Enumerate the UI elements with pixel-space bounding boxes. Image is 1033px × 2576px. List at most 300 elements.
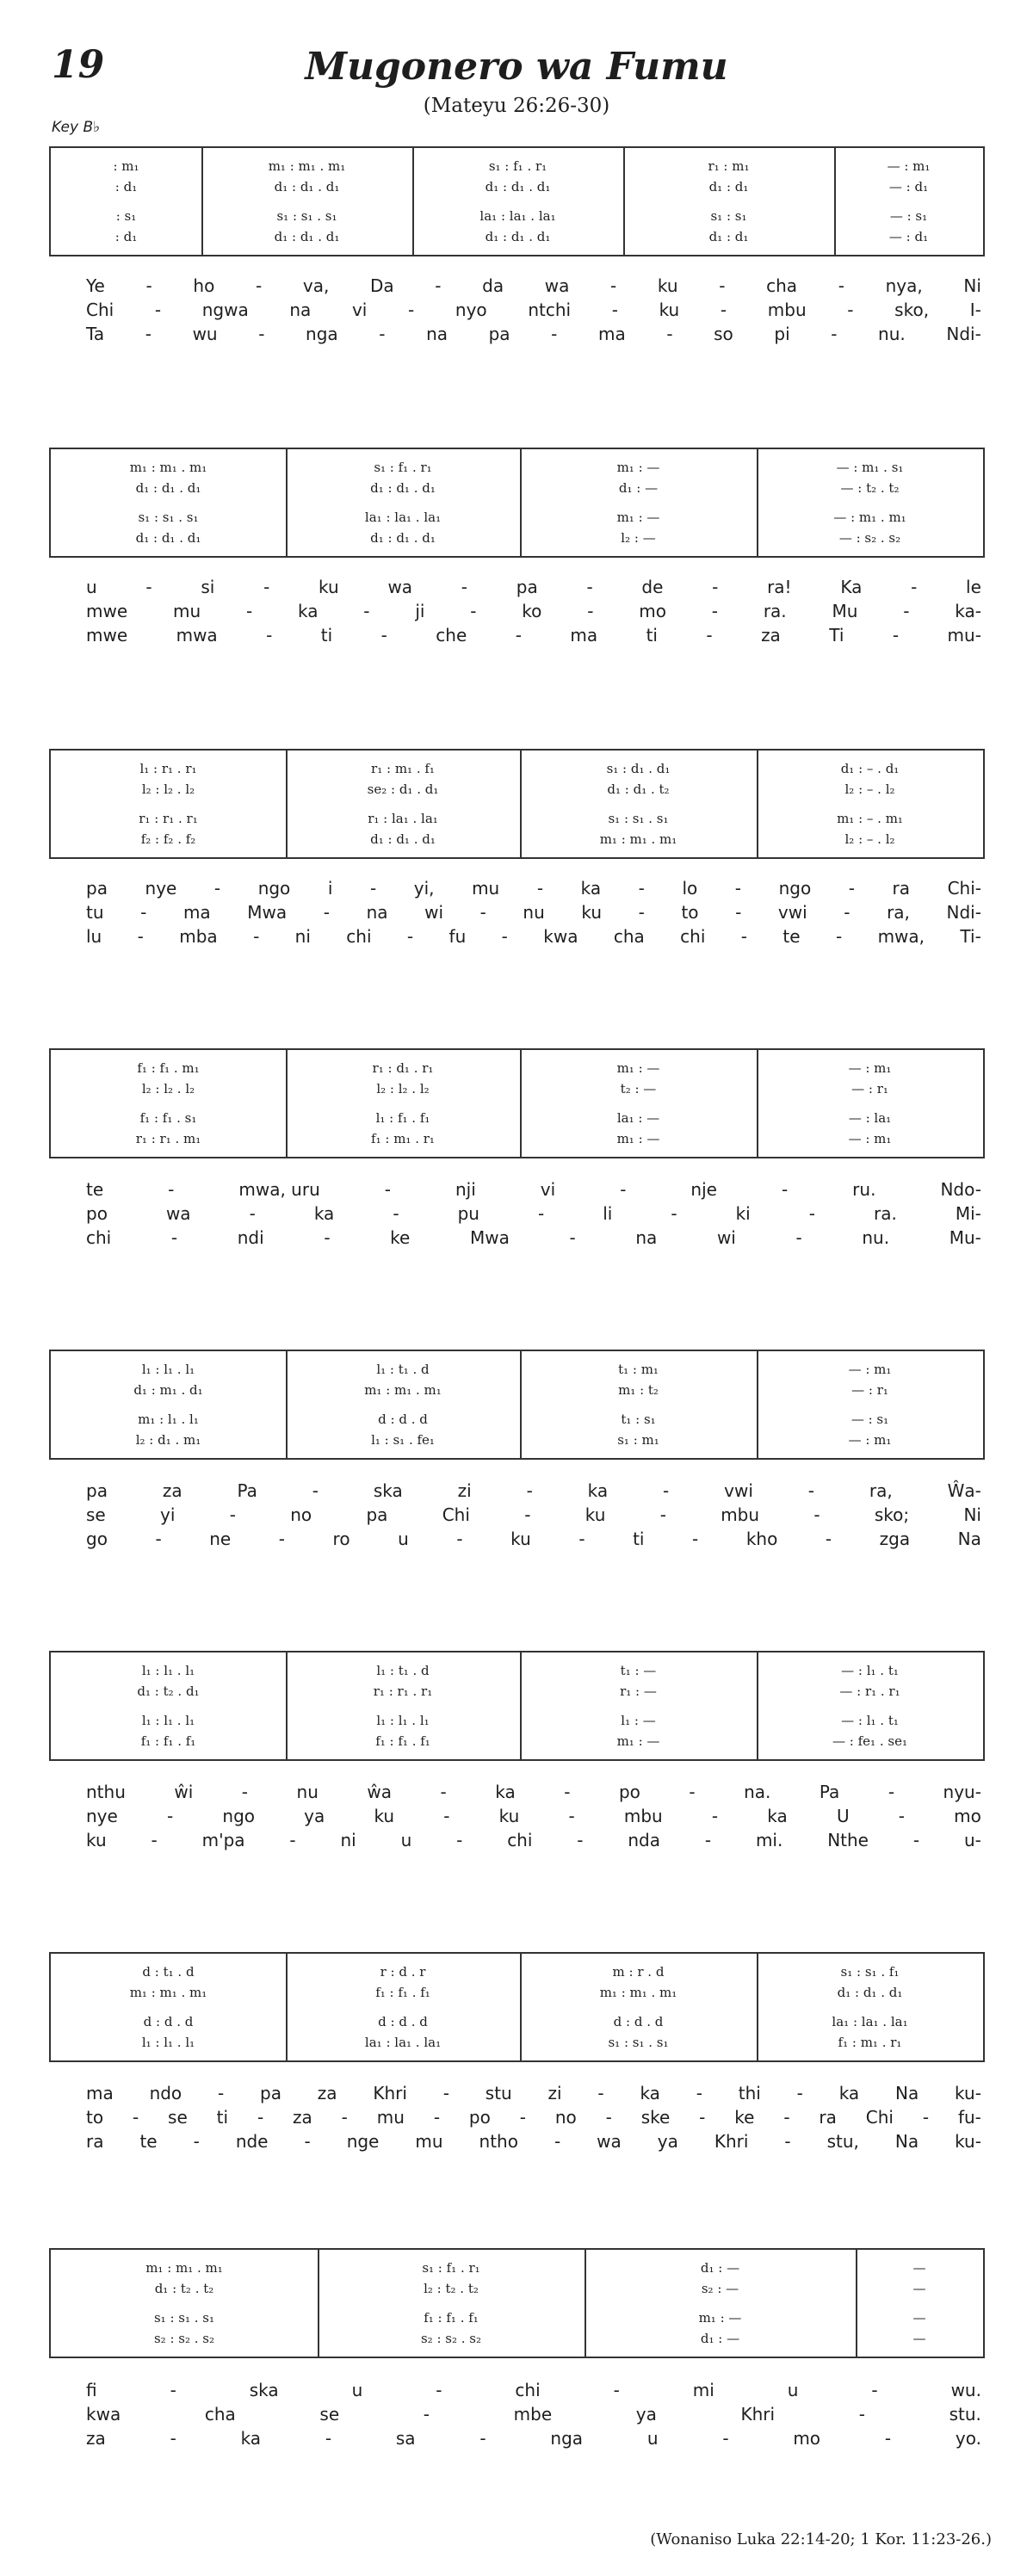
lyric-syllable: -	[266, 625, 273, 646]
lyric-syllable: -	[213, 878, 221, 899]
lyric-line	[86, 324, 981, 344]
lyric-syllable: ne	[209, 1529, 232, 1549]
lyric-syllable: -	[253, 926, 260, 947]
staff-system	[49, 1651, 985, 1761]
lyric-syllable: se	[168, 2107, 188, 2128]
solfa-note: : d₁	[114, 179, 138, 195]
lyric-syllable: ti	[646, 625, 658, 646]
solfa-note: m₁ : m₁ . m₁	[599, 1985, 677, 2000]
lyric-syllable: fi	[86, 2380, 97, 2400]
lyric-syllable: -	[888, 1782, 895, 1802]
lyric-syllable: ka	[640, 2083, 660, 2103]
lyric-syllable: go	[86, 1529, 108, 1549]
lyric-syllable: ti	[320, 625, 333, 646]
lyric-syllable: stu	[485, 2083, 512, 2103]
solfa-note: r₁ : m₁ . f₁	[371, 761, 435, 776]
lyric-syllable: pa	[488, 324, 510, 344]
solfa-note: s₁ : s₁	[710, 208, 747, 224]
lyric-syllable: pa	[516, 577, 538, 597]
lyric-syllable: ru.	[852, 1179, 876, 1200]
solfa-note: m₁ : m₁ . m₁	[268, 158, 346, 174]
lyric-syllable: ti	[216, 2107, 229, 2128]
lyric-syllable: -	[696, 2083, 702, 2103]
lyric-syllable: -	[255, 275, 263, 296]
lyric-syllable: wi	[424, 902, 444, 923]
lyric-syllable: -	[406, 926, 414, 947]
lyric-syllable: -	[435, 275, 442, 296]
measure-bar	[520, 1050, 522, 1157]
lyric-syllable: -	[312, 1480, 319, 1501]
lyric-syllable: mu	[472, 878, 500, 899]
lyric-syllable: ku	[498, 1806, 520, 1826]
solfa-note: — : s₁	[889, 208, 928, 224]
lyric-syllable: ngwa	[201, 300, 249, 320]
lyric-syllable: -	[578, 1529, 585, 1549]
lyric-syllable: wa	[387, 577, 413, 597]
lyric-syllable: -	[831, 324, 838, 344]
solfa-note: d₁ : d₁	[708, 179, 749, 195]
lyric-line	[86, 2428, 981, 2449]
lyric-syllable: -	[456, 1529, 463, 1549]
lyric-syllable: -	[526, 1480, 533, 1501]
solfa-note: l₂ : d₁ . m₁	[135, 1432, 201, 1448]
lyric-syllable: ku	[585, 1504, 606, 1525]
solfa-note: r₁ : d₁ . r₁	[372, 1060, 434, 1076]
lyric-syllable: -	[903, 601, 910, 621]
lyric-syllable: ska	[249, 2380, 279, 2400]
lyric-syllable: -	[638, 878, 645, 899]
lyric-syllable: -	[825, 1529, 832, 1549]
solfa-note: d₁ : d₁ . d₁	[274, 229, 340, 244]
lyric-syllable: ra,	[887, 902, 910, 923]
lyric-syllable: nu	[523, 902, 545, 923]
staff-system	[49, 2248, 985, 2358]
lyric-line	[86, 625, 981, 646]
lyric-syllable: -	[892, 625, 900, 646]
solfa-note: m₁ : —	[616, 1131, 660, 1146]
lyric-syllable: mu	[376, 2107, 405, 2128]
lyric-syllable: ma	[86, 2083, 114, 2103]
lyric-syllable: ngo	[257, 878, 291, 899]
measure-bar	[412, 148, 414, 255]
lyric-syllable: na	[366, 902, 388, 923]
solfa-note: d : d . d	[378, 1412, 428, 1427]
lyric-syllable: Da	[369, 275, 394, 296]
lyric-syllable: mu-	[947, 625, 981, 646]
solfa-note: d₁ : m₁ . d₁	[133, 1382, 203, 1398]
staff-system	[49, 448, 985, 558]
lyric-syllable: ra,	[869, 1480, 893, 1501]
lyric-syllable: -	[515, 625, 522, 646]
lyric-syllable: mba	[179, 926, 218, 947]
lyric-syllable: -	[140, 902, 147, 923]
lyric-syllable: ra.	[873, 1203, 897, 1224]
measure-bar	[286, 1954, 288, 2060]
measure-bar	[201, 148, 203, 255]
lyric-syllable: ka	[297, 601, 319, 621]
lyric-syllable: nda	[628, 1830, 660, 1850]
lyric-syllable: -	[258, 324, 265, 344]
solfa-note: s₁ : s₁ . s₁	[608, 2035, 669, 2050]
lyric-syllable: Mwa	[470, 1227, 510, 1248]
measure-bar	[520, 1652, 522, 1759]
lyric-syllable: -	[844, 902, 851, 923]
measure-bar	[286, 1050, 288, 1157]
lyric-syllable: -	[479, 2428, 486, 2449]
lyric-syllable: -	[519, 2107, 526, 2128]
lyric-syllable: yo.	[955, 2428, 981, 2449]
solfa-note: l₁ : l₁ . l₁	[141, 2035, 195, 2050]
lyric-syllable: -	[922, 2107, 930, 2128]
solfa-note: l₁ : s₁ . fe₁	[371, 1432, 435, 1448]
lyric-syllable: le	[966, 577, 981, 597]
solfa-note: s₁ : f₁ . r₁	[488, 158, 547, 174]
solfa-note: t₁ : m₁	[618, 1362, 659, 1377]
lyric-syllable: i	[327, 878, 333, 899]
solfa-note: m₁ : —	[616, 1733, 660, 1749]
lyric-line	[86, 2131, 981, 2152]
lyric-syllable: -	[898, 1806, 905, 1826]
lyric-syllable: -	[423, 2404, 430, 2425]
lyric-syllable: vi	[351, 300, 368, 320]
solfa-note: m₁ : —	[616, 1060, 660, 1076]
solfa-note: — : m₁ . m₁	[833, 510, 906, 525]
solfa-note: l₂ : l₂ . l₂	[141, 1081, 195, 1096]
lyric-syllable: u-	[963, 1830, 981, 1850]
solfa-note: — : fe₁ . se₁	[832, 1733, 907, 1749]
lyric-syllable: wa	[165, 1203, 191, 1224]
lyric-syllable: -	[170, 2380, 176, 2400]
lyric-syllable: -	[858, 2404, 865, 2425]
lyric-syllable: u	[787, 2380, 799, 2400]
measure-bar	[856, 2250, 857, 2357]
lyric-syllable: Chi-	[947, 878, 981, 899]
lyric-syllable: zi	[547, 2083, 562, 2103]
lyric-syllable: ka	[587, 1480, 609, 1501]
measure-bar	[286, 449, 288, 556]
lyric-syllable: -	[363, 601, 370, 621]
lyric-syllable: -	[835, 926, 843, 947]
lyric-syllable: nga	[306, 324, 338, 344]
lyric-syllable: Na	[895, 2083, 919, 2103]
lyric-syllable: -	[289, 1830, 296, 1850]
solfa-note: d₁ : t₂ . d₁	[137, 1683, 200, 1699]
lyric-line	[86, 2380, 981, 2400]
lyric-syllable: -	[781, 1179, 789, 1200]
lyric-syllable: -	[167, 1806, 174, 1826]
lyric-line	[86, 577, 981, 597]
lyric-syllable: -	[719, 275, 726, 296]
measure-bar	[286, 1652, 288, 1759]
lyric-syllable: ku-	[955, 2083, 981, 2103]
lyric-syllable: -	[154, 300, 162, 320]
hymn-number: 19	[52, 43, 105, 87]
lyric-syllable: Pa	[237, 1480, 257, 1501]
lyric-syllable: pa	[86, 1480, 108, 1501]
solfa-note: r₁ : r₁ . r₁	[373, 1683, 433, 1699]
solfa-note: m₁ : – . m₁	[837, 811, 903, 826]
lyric-syllable: -	[436, 2380, 442, 2400]
lyric-line	[86, 1830, 981, 1850]
lyric-syllable: te	[139, 2131, 158, 2152]
solfa-note: f₁ : f₁ . m₁	[137, 1060, 200, 1076]
solfa-note: : s₁	[115, 208, 137, 224]
lyric-syllable: yi,	[413, 878, 435, 899]
lyric-syllable: mi.	[755, 1830, 783, 1850]
lyric-syllable: nji	[455, 1179, 476, 1200]
lyric-syllable: -	[838, 275, 844, 296]
lyric-syllable: -	[912, 1830, 920, 1850]
lyric-syllable: ngo	[778, 878, 812, 899]
solfa-note: — : l₁ . t₁	[841, 1713, 899, 1728]
solfa-note: d₁ : d₁ . d₁	[485, 229, 551, 244]
lyric-syllable: -	[440, 1782, 447, 1802]
solfa-note: s₁ : s₁ . f₁	[840, 1964, 900, 1980]
lyric-syllable: ku	[510, 1529, 531, 1549]
lyric-syllable: -	[145, 275, 152, 296]
solfa-note: l₁ : r₁ . r₁	[139, 761, 197, 776]
solfa-note: r₁ : r₁ . r₁	[139, 811, 198, 826]
lyric-syllable: -	[456, 1830, 463, 1850]
lyric-line	[86, 902, 981, 923]
staff-system	[49, 1350, 985, 1460]
lyric-syllable: -	[620, 1179, 627, 1200]
solfa-note: l₂ : l₂ . l₂	[376, 1081, 430, 1096]
lyric-syllable: ku	[319, 577, 339, 597]
lyric-syllable: -	[263, 577, 270, 597]
lyric-syllable: ndo	[149, 2083, 182, 2103]
lyric-syllable: -	[369, 878, 377, 899]
measure-bar	[757, 1351, 758, 1458]
solfa-note: d₁ : d₁ . t₂	[607, 781, 670, 797]
lyric-syllable: kho	[745, 1529, 778, 1549]
lyric-syllable: U	[836, 1806, 850, 1826]
lyric-syllable: pa	[260, 2083, 281, 2103]
lyric-line	[86, 1203, 981, 1224]
lyric-syllable: -	[699, 2107, 706, 2128]
lyric-syllable: Ndi-	[946, 324, 981, 344]
lyric-syllable: va,	[302, 275, 330, 296]
solfa-note: r₁ : la₁ . la₁	[368, 811, 438, 826]
lyric-syllable: -	[137, 926, 144, 947]
lyric-syllable: nde	[235, 2131, 269, 2152]
solfa-note: — : r₁ . r₁	[839, 1683, 900, 1699]
lyric-syllable: -	[577, 1830, 584, 1850]
lyric-syllable: ka	[495, 1782, 516, 1802]
lyric-syllable: ku	[659, 300, 680, 320]
lyric-line	[86, 2404, 981, 2425]
solfa-note: — : r₁	[851, 1382, 888, 1398]
lyric-syllable: so	[714, 324, 733, 344]
solfa-note: la₁ : la₁ . la₁	[364, 2035, 442, 2050]
lyric-syllable: mo	[954, 1806, 981, 1826]
solfa-note: — : r₁	[851, 1081, 888, 1096]
lyric-syllable: ya	[304, 1806, 325, 1826]
lyric-syllable: m'pa	[201, 1830, 245, 1850]
lyric-syllable: cha	[613, 926, 645, 947]
lyric-syllable: -	[155, 1529, 162, 1549]
solfa-note: — : m₁	[848, 1362, 892, 1377]
lyric-syllable: chi	[680, 926, 706, 947]
lyric-syllable: ho	[193, 275, 215, 296]
lyric-syllable: chi	[86, 1227, 112, 1248]
measure-bar	[757, 751, 758, 857]
footer-reference: (Wonaniso Luka 22:14-20; 1 Kor. 11:23-26.)	[650, 2530, 992, 2548]
lyric-syllable: ni	[340, 1830, 356, 1850]
lyric-syllable: -	[692, 1529, 699, 1549]
lyric-syllable: mu	[415, 2131, 443, 2152]
lyric-syllable: -	[569, 1227, 576, 1248]
measure-bar	[585, 2250, 586, 2357]
solfa-note: — : m₁	[848, 1432, 892, 1448]
solfa-note: r : d . r	[380, 1964, 426, 1980]
solfa-note: t₁ : s₁	[621, 1412, 656, 1427]
solfa-note: la₁ : la₁ . la₁	[832, 2014, 908, 2029]
solfa-note: l₂ : – . l₂	[844, 781, 895, 797]
solfa-note: d₁ : d₁ . d₁	[135, 530, 201, 546]
solfa-note: f₁ : f₁ . f₁	[140, 1733, 196, 1749]
lyric-syllable: lu	[86, 926, 102, 947]
lyric-syllable: -	[911, 577, 918, 597]
lyric-syllable: -	[257, 2107, 264, 2128]
solfa-note: s₂ : s₂ . s₂	[420, 2331, 482, 2346]
lyric-syllable: -	[666, 324, 673, 344]
lyric-syllable: te	[86, 1179, 104, 1200]
lyric-syllable: ke	[734, 2107, 755, 2128]
lyric-syllable: -	[501, 926, 508, 947]
lyric-syllable: ku-	[955, 2131, 981, 2152]
lyric-syllable: vi	[540, 1179, 556, 1200]
lyric-syllable: nya,	[885, 275, 923, 296]
solfa-note: m₁ : t₂	[618, 1382, 659, 1398]
lyric-syllable: -	[384, 1179, 391, 1200]
lyric-syllable: ska	[373, 1480, 403, 1501]
lyric-syllable: -	[170, 1227, 178, 1248]
lyric-syllable: -	[735, 902, 742, 923]
lyric-syllable: nu.	[878, 324, 906, 344]
lyric-syllable: -	[433, 2107, 441, 2128]
lyric-syllable: za	[86, 2428, 106, 2449]
lyric-line	[86, 1782, 981, 1802]
solfa-note: f₁ : f₁ . f₁	[375, 1733, 430, 1749]
lyric-syllable: ma	[597, 324, 626, 344]
lyric-syllable: ŵi	[174, 1782, 194, 1802]
lyric-syllable: ka	[767, 1806, 788, 1826]
solfa-note: l₂ : —	[621, 530, 656, 546]
solfa-note: m₁ : m₁ . m₁	[129, 1985, 207, 2000]
lyric-syllable: cha	[204, 2404, 236, 2425]
solfa-note: m₁ : —	[616, 460, 660, 475]
lyric-syllable: -	[564, 1782, 571, 1802]
lyric-syllable: I-	[969, 300, 981, 320]
measure-bar	[520, 449, 522, 556]
solfa-note: —	[912, 2331, 926, 2346]
lyric-syllable: vwi	[777, 902, 807, 923]
solfa-note: l₁ : l₁ . l₁	[141, 1663, 195, 1678]
lyric-syllable: mbu	[721, 1504, 760, 1525]
solfa-note: — : m₁	[887, 158, 931, 174]
lyric-syllable: se	[86, 1504, 106, 1525]
lyric-syllable: -	[461, 577, 468, 597]
lyric-syllable: Mi-	[955, 1203, 981, 1224]
solfa-note: l₁ : —	[621, 1713, 656, 1728]
solfa-note: d₁ : d₁ . d₁	[135, 480, 201, 496]
solfa-note: : d₁	[114, 229, 138, 244]
lyric-syllable: ka	[313, 1203, 335, 1224]
lyric-syllable: ji	[415, 601, 425, 621]
lyric-syllable: si	[201, 577, 215, 597]
solfa-note: f₁ : f₁ . s₁	[139, 1110, 197, 1126]
lyric-syllable: Ye	[86, 275, 105, 296]
lyric-syllable: Mu	[832, 601, 858, 621]
lyric-syllable: ntho	[479, 2131, 518, 2152]
lyric-syllable: to	[86, 2107, 104, 2128]
lyric-syllable: ku	[86, 1830, 107, 1850]
lyric-syllable: pi	[774, 324, 790, 344]
measure-bar	[757, 1050, 758, 1157]
lyric-syllable: Ndi-	[946, 902, 981, 923]
solfa-note: r₁ : —	[620, 1683, 657, 1699]
lyric-syllable: -	[808, 1203, 815, 1224]
lyric-syllable: che	[436, 625, 467, 646]
solfa-note: m₁ : m₁ . m₁	[599, 831, 677, 847]
lyric-syllable: Khri	[373, 2083, 407, 2103]
lyric-syllable: mu	[172, 601, 201, 621]
staff-system	[49, 1048, 985, 1158]
solfa-note: d : d . d	[378, 2014, 428, 2029]
solfa-note: l₁ : l₁ . l₁	[141, 1713, 195, 1728]
lyric-syllable: -	[380, 625, 387, 646]
lyric-syllable: -	[442, 2083, 449, 2103]
measure-bar	[834, 148, 836, 255]
lyric-syllable: -	[734, 878, 742, 899]
lyric-syllable: ra	[892, 878, 911, 899]
lyric-syllable: sko;	[874, 1504, 910, 1525]
lyric-syllable: -	[711, 1806, 719, 1826]
solfa-note: t₁ : —	[620, 1663, 657, 1678]
lyric-syllable: wa	[544, 275, 570, 296]
lyric-syllable: -	[151, 1830, 158, 1850]
lyric-syllable: mbu	[767, 300, 807, 320]
solfa-note: r₁ : r₁ . m₁	[135, 1131, 201, 1146]
lyric-syllable: ra.	[763, 601, 787, 621]
staff-system	[49, 1952, 985, 2062]
solfa-note: s₂ : —	[701, 2281, 739, 2296]
lyric-syllable: ka	[580, 878, 602, 899]
lyric-syllable: -	[587, 601, 594, 621]
solfa-note: l₁ : t₁ . d	[376, 1663, 430, 1678]
lyric-syllable: ra!	[767, 577, 792, 597]
lyric-syllable: -	[638, 902, 645, 923]
lyric-syllable: chi	[507, 1830, 533, 1850]
lyric-syllable: Ta	[86, 324, 105, 344]
solfa-note: d₁ : – . d₁	[840, 761, 900, 776]
lyric-syllable: -	[168, 1179, 175, 1200]
lyric-syllable: Ni	[963, 1504, 981, 1525]
lyric-syllable: ma	[570, 625, 598, 646]
solfa-note: s₁ : s₁ . s₁	[276, 208, 337, 224]
lyric-syllable: Nthe	[827, 1830, 869, 1850]
lyric-syllable: -	[245, 601, 253, 621]
lyric-syllable: mo	[639, 601, 666, 621]
solfa-note: l₂ : – . l₂	[844, 831, 895, 847]
lyric-syllable: za	[293, 2107, 312, 2128]
lyric-syllable: no	[290, 1504, 312, 1525]
solfa-note: d₁ : —	[618, 480, 659, 496]
lyric-syllable: wa	[597, 2131, 622, 2152]
solfa-note: m₁ : l₁ . l₁	[138, 1412, 199, 1427]
solfa-note: l₁ : f₁ . f₁	[375, 1110, 430, 1126]
